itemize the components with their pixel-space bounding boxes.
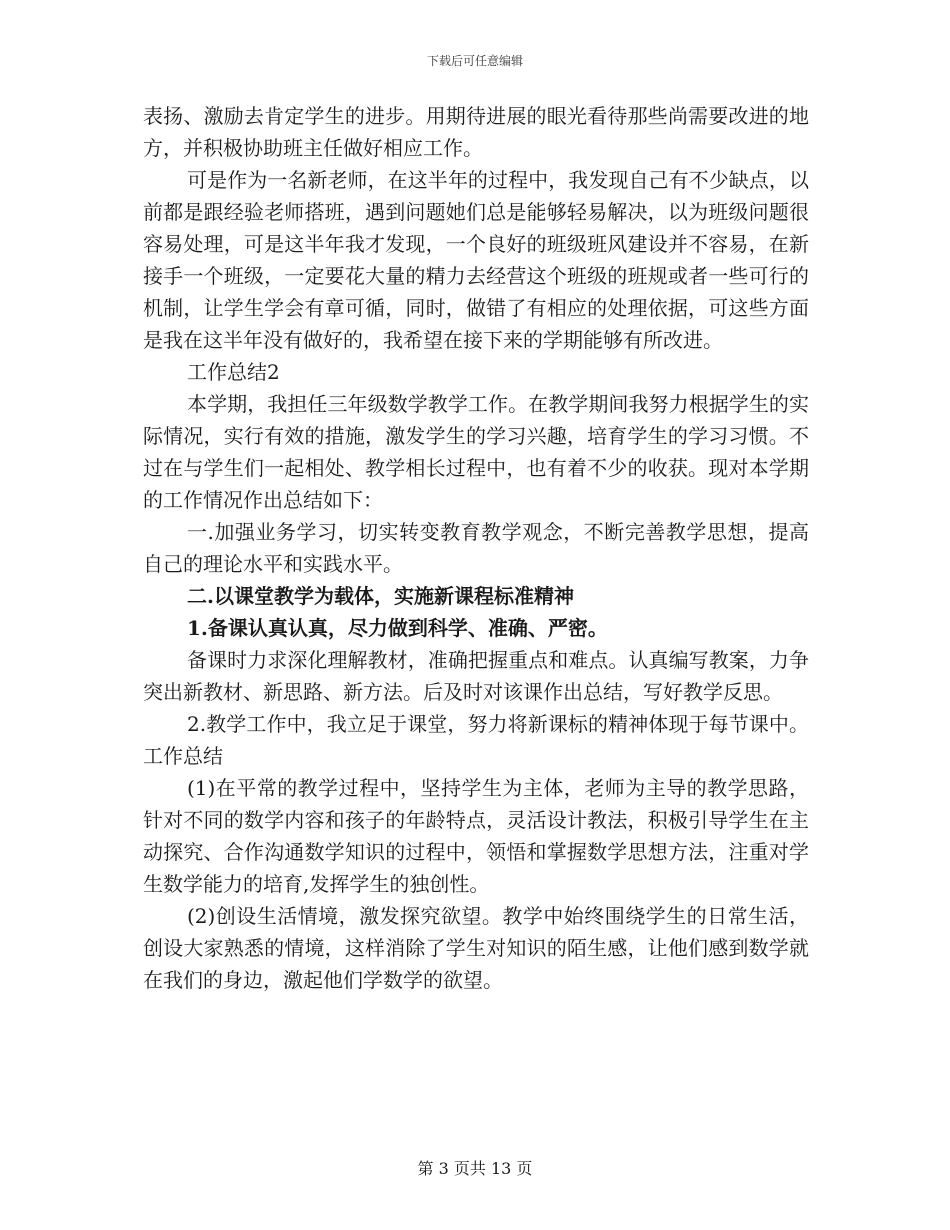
- page-footer: 第 3 页共 13 页: [417, 1159, 533, 1178]
- paragraph-2: 可是作为一名新老师，在这半年的过程中，我发现自己有不少缺点，以前都是跟经验老师搭班，遇到问题她们总是能够轻易解决，以为班级问题很容易处理，可是这半年我才发现，一个良好的班级班风建设并不容易，在新接手一个班级，一定要花大量的精力去经营这个班级的班规或者一些可行的机制，让学生学会有章可循，同时，做错了有相应的处理依据，可这些方面是我在这半年没有做好的，我希望在接下来的学期能够有所改进。: [143, 168, 809, 352]
- paragraph-3: 本学期，我担任三年级数学教学工作。在教学期间我努力根据学生的实际情况，实行有效的措施，激发学生的学习兴趣，培育学生的学习习惯。不过在与学生们一起相处、教学相长过程中，也有着不少的收获。现对本学期的工作情况作出总结如下：: [143, 392, 809, 512]
- page-header: 下载后可任意编辑: [426, 54, 523, 68]
- paragraph-1: 表扬、激励去肯定学生的进步。用期待进展的眼光看待那些尚需要改进的地方，并积极协助班主任做好相应工作。: [143, 104, 809, 160]
- section-heading-summary-2: 工作总结2: [187, 360, 280, 384]
- bold-subheading-1: 1.备课认真认真，尽力做到科学、准确、严密。: [187, 616, 608, 640]
- paragraph-7: (1)在平常的教学过程中，坚持学生为主体，老师为主导的教学思路，针对不同的数学内容和孩子的年龄特点，灵活设计教法，积极引导学生在主动探究、合作沟通数学知识的过程中，领悟和掌握数学思想方法，注重对学生数学能力的培育,发挥学生的独创性。: [143, 776, 809, 896]
- document-body: [143, 100, 809, 996]
- paragraph-4: 一.加强业务学习，切实转变教育教学观念，不断完善教学思想，提高自己的理论水平和实践水平。: [143, 520, 809, 576]
- paragraph-6: 2.教学工作中，我立足于课堂，努力将新课标的精神体现于每节课中。工作总结: [143, 712, 809, 768]
- paragraph-5: 备课时力求深化理解教材，准确把握重点和难点。认真编写教案，力争突出新教材、新思路、新方法。后及时对该课作出总结，写好教学反思。: [143, 648, 809, 704]
- bold-heading-2: 二.以课堂教学为载体，实施新课程标准精神: [187, 584, 574, 608]
- paragraph-8: (2)创设生活情境，激发探究欲望。教学中始终围绕学生的日常生活，创设大家熟悉的情境，这样消除了学生对知识的陌生感，让他们感到数学就在我们的身边，激起他们学数学的欲望。: [143, 904, 809, 992]
